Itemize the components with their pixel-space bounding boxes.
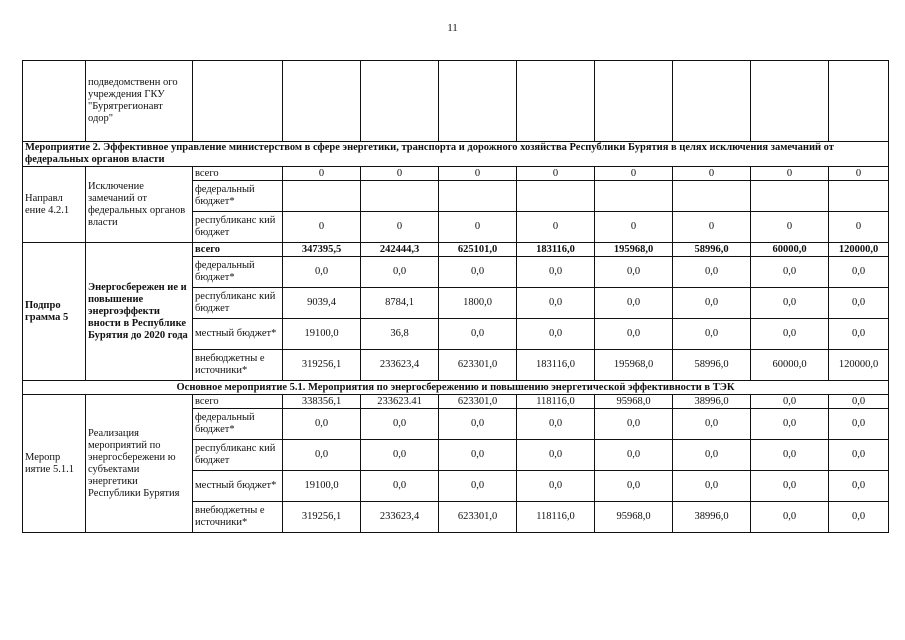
table-cell <box>517 61 595 142</box>
value-cell: 36,8 <box>361 319 439 350</box>
value-cell: 1800,0 <box>439 288 517 319</box>
value-cell: 60000,0 <box>751 243 829 257</box>
value-cell: 0,0 <box>595 409 673 440</box>
table-cell <box>751 61 829 142</box>
value-cell: 0,0 <box>829 257 889 288</box>
value-cell: 0,0 <box>361 440 439 471</box>
table-row <box>23 167 889 181</box>
value-cell: 0,0 <box>517 471 595 502</box>
funding-label: республиканс кий бюджет <box>193 440 283 471</box>
value-cell: 623301,0 <box>439 395 517 409</box>
value-cell: 0,0 <box>439 409 517 440</box>
funding-label: федеральный бюджет* <box>193 409 283 440</box>
value-cell: 0,0 <box>361 471 439 502</box>
page-number: 11 <box>447 22 458 34</box>
table-cell <box>361 61 439 142</box>
value-cell: 0 <box>439 167 517 181</box>
value-cell: 0,0 <box>751 395 829 409</box>
section-row <box>23 142 889 167</box>
funding-label: внебюджетны е источники* <box>193 350 283 381</box>
value-cell <box>517 181 595 212</box>
value-cell: 0,0 <box>283 440 361 471</box>
value-cell: 38996,0 <box>673 502 751 533</box>
value-cell: 9039,4 <box>283 288 361 319</box>
item-code: Меропр иятие 5.1.1 <box>23 395 86 533</box>
value-cell: 183116,0 <box>517 243 595 257</box>
value-cell: 0 <box>439 212 517 243</box>
table-cell <box>595 61 673 142</box>
value-cell: 0,0 <box>595 319 673 350</box>
value-cell: 0,0 <box>673 471 751 502</box>
funding-label: всего <box>193 395 283 409</box>
value-cell: 118116,0 <box>517 395 595 409</box>
value-cell <box>361 181 439 212</box>
value-cell: 0 <box>829 167 889 181</box>
value-cell: 0,0 <box>283 409 361 440</box>
value-cell: 0,0 <box>829 288 889 319</box>
value-cell <box>595 181 673 212</box>
value-cell: 0,0 <box>751 257 829 288</box>
value-cell: 0 <box>595 167 673 181</box>
value-cell: 0,0 <box>517 440 595 471</box>
value-cell: 58996,0 <box>673 350 751 381</box>
value-cell <box>829 181 889 212</box>
value-cell: 0,0 <box>361 257 439 288</box>
value-cell: 0,0 <box>829 395 889 409</box>
table-cell <box>829 61 889 142</box>
section-row <box>23 381 889 395</box>
value-cell: 195968,0 <box>595 243 673 257</box>
value-cell: 0,0 <box>751 440 829 471</box>
value-cell: 95968,0 <box>595 502 673 533</box>
value-cell: 38996,0 <box>673 395 751 409</box>
value-cell <box>751 181 829 212</box>
item-name: Исключение замечаний от федеральных органов власти <box>86 167 193 243</box>
value-cell: 120000,0 <box>829 350 889 381</box>
table-cell <box>439 61 517 142</box>
value-cell: 0 <box>751 167 829 181</box>
value-cell: 0 <box>517 212 595 243</box>
value-cell: 0,0 <box>595 471 673 502</box>
value-cell: 242444,3 <box>361 243 439 257</box>
value-cell: 0,0 <box>517 319 595 350</box>
funding-label: республиканс кий бюджет <box>193 288 283 319</box>
value-cell: 0,0 <box>673 257 751 288</box>
table-row <box>23 243 889 257</box>
value-cell: 0,0 <box>673 288 751 319</box>
value-cell: 0,0 <box>751 502 829 533</box>
funding-label: местный бюджет* <box>193 471 283 502</box>
value-cell <box>439 181 517 212</box>
value-cell: 95968,0 <box>595 395 673 409</box>
item-code: Направл ение 4.2.1 <box>23 167 86 243</box>
value-cell: 0,0 <box>517 288 595 319</box>
value-cell: 0,0 <box>595 257 673 288</box>
table-row <box>23 61 889 142</box>
value-cell: 0,0 <box>751 409 829 440</box>
section-title: Основное мероприятие 5.1. Мероприятия по энергосбережению и повышению энергетической эффективности в ТЭК <box>23 381 889 395</box>
value-cell: 0,0 <box>283 257 361 288</box>
value-cell: 0,0 <box>751 319 829 350</box>
value-cell: 0 <box>673 212 751 243</box>
table-cell <box>23 61 86 142</box>
budget-table <box>22 60 889 533</box>
value-cell: 0,0 <box>673 409 751 440</box>
value-cell: 0,0 <box>673 319 751 350</box>
value-cell: 118116,0 <box>517 502 595 533</box>
value-cell: 319256,1 <box>283 502 361 533</box>
value-cell: 0,0 <box>361 409 439 440</box>
value-cell: 0 <box>283 212 361 243</box>
value-cell: 0 <box>673 167 751 181</box>
value-cell: 233623.41 <box>361 395 439 409</box>
value-cell: 120000,0 <box>829 243 889 257</box>
value-cell: 338356,1 <box>283 395 361 409</box>
value-cell: 233623,4 <box>361 350 439 381</box>
value-cell: 623301,0 <box>439 502 517 533</box>
value-cell: 625101,0 <box>439 243 517 257</box>
value-cell: 0 <box>751 212 829 243</box>
value-cell: 0,0 <box>829 502 889 533</box>
value-cell: 183116,0 <box>517 350 595 381</box>
funding-label: республиканс кий бюджет <box>193 212 283 243</box>
value-cell: 623301,0 <box>439 350 517 381</box>
value-cell: 0,0 <box>439 440 517 471</box>
value-cell: 0,0 <box>517 409 595 440</box>
section-title: Мероприятие 2. Эффективное управление министерством в сфере энергетики, транспорта и дорожного хозяйства Республики Бурятия в целях исключения замечаний от федеральных органов власти <box>23 142 889 167</box>
value-cell: 58996,0 <box>673 243 751 257</box>
funding-label: всего <box>193 167 283 181</box>
funding-label: местный бюджет* <box>193 319 283 350</box>
value-cell: 0,0 <box>829 440 889 471</box>
value-cell: 0,0 <box>751 471 829 502</box>
value-cell: 8784,1 <box>361 288 439 319</box>
value-cell: 0 <box>361 212 439 243</box>
value-cell <box>283 181 361 212</box>
value-cell <box>673 181 751 212</box>
funding-label: федеральный бюджет* <box>193 181 283 212</box>
value-cell: 60000,0 <box>751 350 829 381</box>
value-cell: 0,0 <box>439 319 517 350</box>
value-cell: 0 <box>361 167 439 181</box>
item-code: Подпро грамма 5 <box>23 243 86 381</box>
value-cell: 0 <box>595 212 673 243</box>
value-cell: 0,0 <box>595 288 673 319</box>
value-cell: 0,0 <box>829 409 889 440</box>
table-cell <box>283 61 361 142</box>
value-cell: 19100,0 <box>283 319 361 350</box>
value-cell: 0,0 <box>595 440 673 471</box>
value-cell: 0 <box>517 167 595 181</box>
table-cell <box>193 61 283 142</box>
value-cell: 0,0 <box>673 440 751 471</box>
value-cell: 347395,5 <box>283 243 361 257</box>
value-cell: 0,0 <box>439 257 517 288</box>
value-cell: 319256,1 <box>283 350 361 381</box>
value-cell: 0,0 <box>829 471 889 502</box>
funding-label: федеральный бюджет* <box>193 257 283 288</box>
table-row <box>23 395 889 409</box>
item-name: Реализация мероприятий по энергосбережени ю субъектами энергетики Республики Бурятия <box>86 395 193 533</box>
funding-label: внебюджетны е источники* <box>193 502 283 533</box>
value-cell: 0,0 <box>751 288 829 319</box>
value-cell: 0,0 <box>517 257 595 288</box>
value-cell: 19100,0 <box>283 471 361 502</box>
value-cell: 0,0 <box>829 319 889 350</box>
value-cell: 0,0 <box>439 471 517 502</box>
value-cell: 233623,4 <box>361 502 439 533</box>
table-cell <box>673 61 751 142</box>
value-cell: 195968,0 <box>595 350 673 381</box>
item-name: Энергосбережен ие и повышение энергоэффекти вности в Республике Бурятия до 2020 года <box>86 243 193 381</box>
value-cell: 0 <box>829 212 889 243</box>
funding-label: всего <box>193 243 283 257</box>
responsible-cell: подведомственн ого учреждения ГКУ "Бурятрегионавт одор" <box>86 61 193 142</box>
value-cell: 0 <box>283 167 361 181</box>
